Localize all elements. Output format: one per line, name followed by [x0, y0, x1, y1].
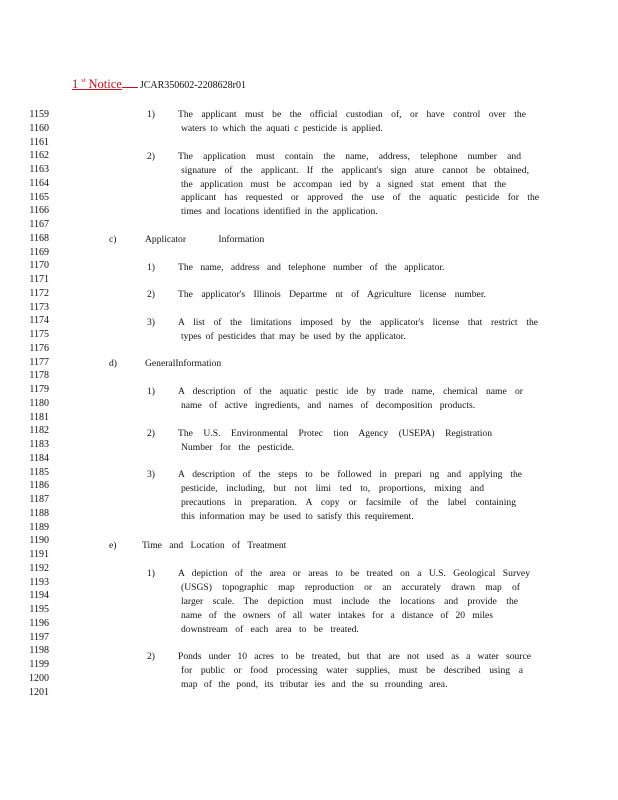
item-number: 2) [147, 151, 155, 162]
text-line: Number for the pesticide. [181, 442, 295, 453]
section-letter: e) [109, 540, 117, 551]
text-line: for public or food processing water supplies, must be described using a [181, 665, 523, 676]
section-letter: c) [109, 234, 117, 245]
text-line: pesticide, including, but not limi ted to, proportions, mixing and [181, 483, 484, 494]
text-line: this information may be used to satisfy this requirement. [181, 511, 414, 522]
line-number: 1175 [29, 329, 49, 340]
item-number: 2) [147, 651, 155, 662]
line-number: 1162 [29, 150, 49, 162]
line-number: 1163 [29, 164, 49, 175]
line-number: 1178 [29, 370, 49, 382]
line-number: 1198 [29, 645, 49, 657]
text-line: precautions in preparation. A copy or facsimile of the label containing [181, 497, 516, 508]
line-number: 1168 [29, 232, 49, 244]
line-number: 1167 [29, 219, 49, 230]
line-number: 1170 [29, 260, 49, 272]
text-line: name of the owners of all water intakes for a distance of 20 miles [181, 610, 493, 621]
text-line: The applicator's Illinois Departme nt of Agriculture license number. [178, 289, 486, 300]
section-letter: d) [109, 358, 117, 369]
line-number: 1187 [29, 494, 49, 505]
text-line: types of pesticides that may be used by the applicator. [181, 331, 406, 342]
line-number: 1180 [29, 397, 49, 409]
text-line: A description of the steps to be followed in prepari ng and applying the [178, 469, 522, 480]
line-number: 1164 [29, 177, 49, 189]
line-number: 1169 [29, 246, 49, 258]
item-number: 1) [147, 262, 155, 273]
item-number: 1) [147, 568, 155, 579]
line-number: 1176 [29, 342, 49, 354]
line-number: 1182 [29, 425, 49, 437]
line-number: 1181 [29, 411, 49, 423]
line-number: 1195 [29, 604, 49, 615]
item-number: 2) [147, 428, 155, 439]
text-line: A list of the limitations imposed by the applicator's license that restrict the [178, 317, 538, 328]
line-number: 1201 [29, 686, 49, 698]
text-line: map of the pond, its tributar ies and the su rrounding area. [181, 679, 448, 690]
notice-label: 1 $^{st}$ Notice [72, 77, 138, 91]
line-number: 1186 [29, 480, 49, 492]
page-header [72, 77, 246, 92]
item-number: 2) [147, 289, 155, 300]
line-number: 1194 [29, 590, 49, 602]
text-line: The U.S. Environmental Protec tion Agency (USEPA) Registration [178, 428, 492, 439]
item-number: 1) [147, 386, 155, 397]
section-title: Time and Location of Treatment [142, 540, 287, 551]
line-number: 1165 [29, 191, 49, 203]
text-line: (USGS) topographic map reproduction or an accurately drawn map of [181, 582, 520, 593]
text-line: A depiction of the area or areas to be treated on a U.S. Geological Survey [178, 568, 530, 579]
line-number: 1192 [29, 562, 49, 574]
section-title: Applicator Information [145, 234, 265, 245]
item-number: 1) [147, 109, 155, 120]
line-number: 1199 [29, 659, 49, 670]
line-number: 1191 [29, 549, 49, 560]
text-line: Ponds under 10 acres to be treated, but that are not used as a water source [178, 651, 531, 662]
line-number: 1185 [29, 466, 49, 478]
line-number: 1197 [29, 631, 49, 643]
text-line: waters to which the aquati c pesticide is applied. [181, 123, 383, 134]
line-number: 1196 [29, 617, 49, 629]
text-line: The name, address and telephone number of the applicator. [178, 262, 445, 273]
line-number: 1190 [29, 535, 49, 547]
text-line: A description of the aquatic pestic ide by trade name, chemical name or [178, 386, 523, 397]
text-line: signature of the applicant. If the applicant's sign ature cannot be obtained, [181, 165, 529, 176]
line-number: 1171 [29, 274, 49, 285]
line-number: 1159 [29, 109, 49, 120]
line-number: 1193 [29, 576, 49, 588]
line-number: 1189 [29, 521, 49, 533]
line-number: 1179 [29, 384, 49, 395]
line-number: 1166 [29, 205, 49, 217]
line-number: 1184 [29, 452, 49, 464]
line-number: 1177 [29, 356, 49, 368]
text-line: downstream of each area to be treated. [181, 624, 359, 635]
line-number: 1173 [29, 301, 49, 313]
text-line: the application must be accompan ied by a signed stat ement that the [181, 179, 506, 190]
line-number: 1174 [29, 315, 49, 327]
text-line: applicant has requested or approved the use of the aquatic pesticide for the [181, 192, 539, 203]
line-number: 1200 [29, 672, 49, 684]
line-number: 1161 [29, 136, 49, 148]
line-number: 1172 [29, 287, 49, 299]
text-line: The applicant must be the official custodian of, or have control over the [178, 109, 526, 120]
text-line: name of active ingredients, and names of decomposition products. [181, 400, 476, 411]
line-number: 1160 [29, 122, 49, 134]
item-number: 3) [147, 469, 155, 480]
section-title: GeneralInformation [145, 358, 222, 369]
text-line: times and locations identified in the application. [181, 206, 378, 217]
line-number: 1188 [29, 507, 49, 519]
text-line: larger scale. The depiction must include the locations and provide the [181, 596, 518, 607]
document-code: JCAR350602-2208628r01 [139, 80, 246, 91]
item-number: 3) [147, 317, 155, 328]
line-number: 1183 [29, 439, 49, 450]
text-line: The application must contain the name, address, telephone number and [178, 151, 521, 162]
